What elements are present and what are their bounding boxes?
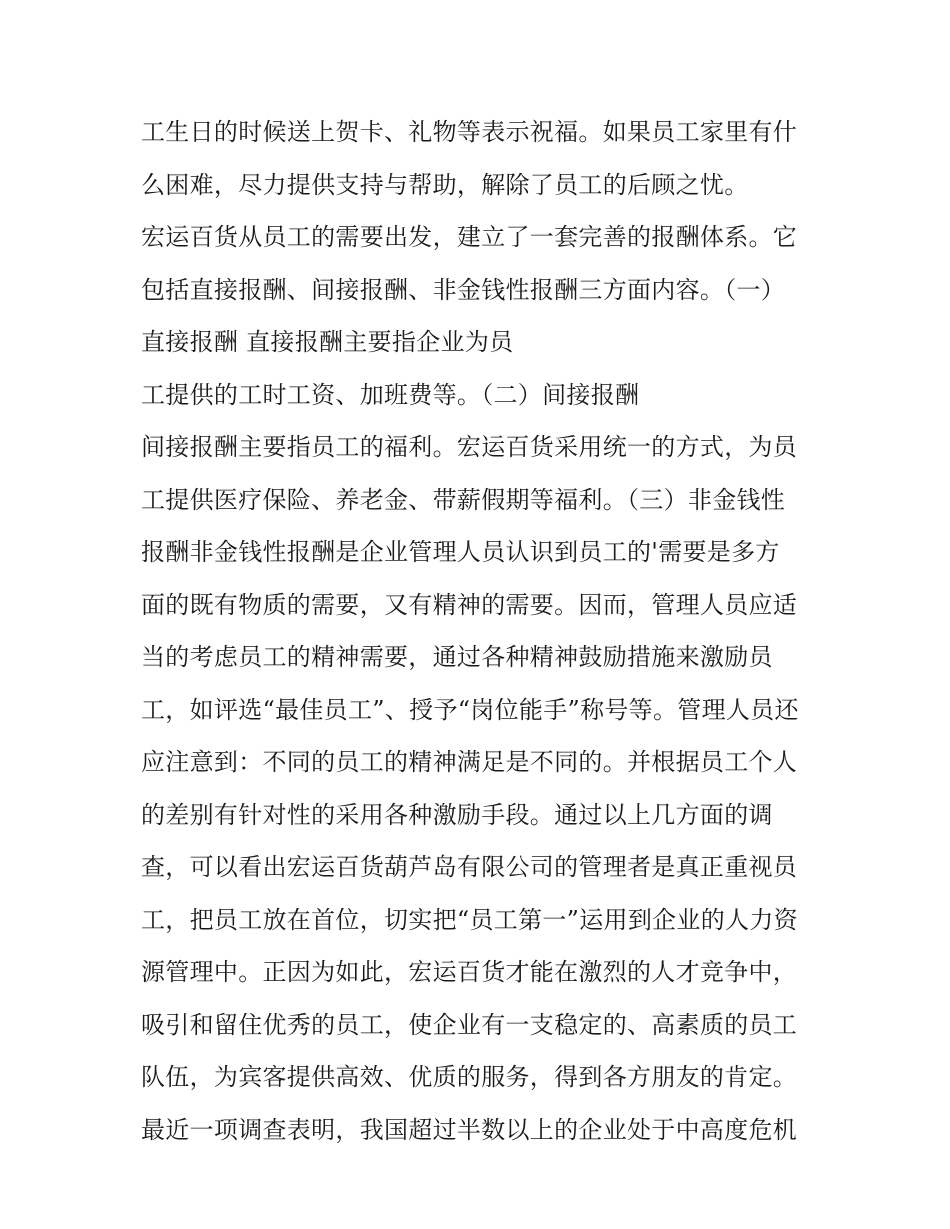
text-line: 的差别有针对性的采用各种激励手段。通过以上几方面的调 [141,800,773,829]
text-line: 间接报酬主要指员工的福利。宏运百货采用统一的方式，为员 [141,433,798,461]
text-line: 查，可以看出宏运百货葫芦岛有限公司的管理者是真正重视员 [141,853,798,881]
text-line: 工，把员工放在首位，切实把“员工第一”运用到企业的人力资 [141,905,798,934]
text-line: 面的既有物质的需要，又有精神的需要。因而，管理人员应适 [141,590,798,619]
text-line: 工提供医疗保险、养老金、带薪假期等福利。（三）非金钱性 [141,485,786,514]
text-line: 最近一项调查表明，我国超过半数以上的企业处于中高度危机 [141,1115,798,1144]
text-line: 么困难，尽力提供支持与帮助，解除了员工的后顾之忧。 [141,170,749,199]
text-line: 工生日的时候送上贺卡、礼物等表示祝福。如果员工家里有什 [141,118,798,146]
text-line: 直接报酬 直接报酬主要指企业为员 [141,328,514,356]
text-line: 工提供的工时工资、加班费等。（二）间接报酬 [141,380,640,409]
body-text [141,106,821,1156]
text-line: 报酬非金钱性报酬是企业管理人员认识到员工的'需要是多方 [141,538,780,566]
text-line: 宏运百货从员工的需要出发，建立了一套完善的报酬体系。它 [141,223,798,251]
text-line: 源管理中。正因为如此，宏运百货才能在激烈的人才竞争中， [141,958,798,986]
text-line: 吸引和留住优秀的员工，使企业有一支稳定的、高素质的员工 [141,1010,798,1039]
text-line: 包括直接报酬、间接报酬、非金钱性报酬三方面内容。（一） [141,275,786,304]
text-line: 工，如评选“最佳员工”、授予“岗位能手”称号等。管理人员还 [141,695,799,724]
text-line: 队伍，为宾客提供高效、优质的服务，得到各方朋友的肯定。 [141,1063,798,1091]
text-line: 应注意到：不同的员工的精神满足是不同的。并根据员工个人 [141,748,798,776]
text-line: 当的考虑员工的精神需要，通过各种精神鼓励措施来激励员 [141,643,773,671]
